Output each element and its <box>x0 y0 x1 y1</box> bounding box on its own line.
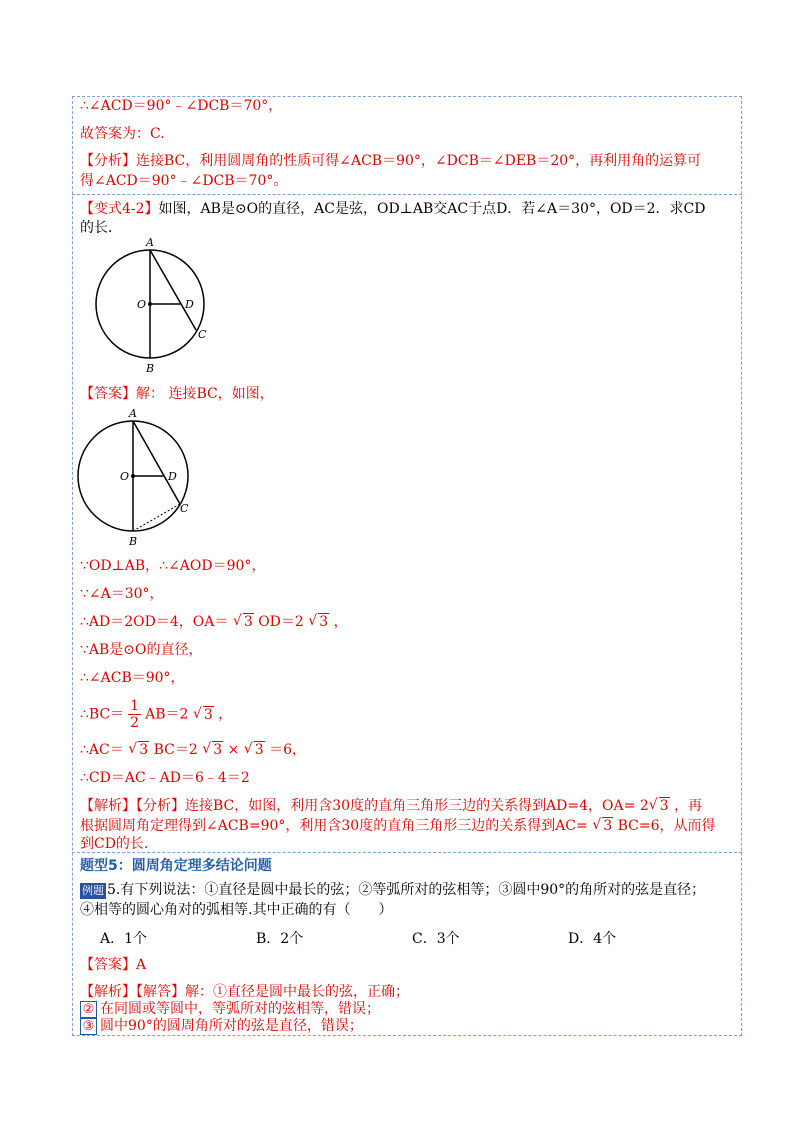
top-line1: ∴∠ACD＝90°﹣∠DCB＝70°， <box>80 98 283 114</box>
analysis-line3: 到CD的长. <box>80 836 149 852</box>
label-C: C <box>180 502 189 515</box>
section-heading: 题型5：圆周角定理多结论问题 <box>80 858 272 874</box>
sqrt-3: √ 3 <box>233 612 254 632</box>
sqrt-3: √ 3 <box>308 612 329 632</box>
analysis-line2: 根据圆周角定理得到∠ACB=90°，利用含30度的直角三角形三边的关系得到AC= √ 3 BC=6，从而得 <box>80 816 716 836</box>
step-4: ∵AB是⊙O的直径， <box>80 642 203 658</box>
circle-figure-2 <box>76 406 206 548</box>
top-analysis2: 得∠ACD＝90°﹣∠DCB＝70°。 <box>80 173 288 189</box>
sqrt-3: √ 3 <box>128 740 149 760</box>
label-B: B <box>146 362 155 375</box>
variant-tag: 【变式4-2】 <box>80 201 159 217</box>
example-question-line2: ④相等的圆心角对的弧相等.其中正确的有（ ） <box>80 902 393 918</box>
label-D: D <box>185 298 194 311</box>
circled-number-3: ③ <box>80 1018 97 1035</box>
label-A: A <box>146 236 154 249</box>
example-badge: 例题 <box>82 884 104 897</box>
step-5: ∴∠ACB＝90°， <box>80 670 185 686</box>
sqrt-3: √ 3 <box>244 740 265 760</box>
answer-line <box>80 384 274 404</box>
top-line2: 故答案为：C. <box>80 126 165 142</box>
label-B: B <box>129 535 138 548</box>
circle-figure-1 <box>92 234 222 376</box>
step-8: ∴CD＝AC﹣AD＝6﹣4＝2 <box>80 770 250 786</box>
step-2: ∵∠A＝30°， <box>80 586 164 602</box>
sqrt-3: √ 3 <box>202 740 223 760</box>
label-O: O <box>137 298 147 311</box>
sqrt-3: √ 3 <box>193 700 214 730</box>
example-question-line1: 例题 5.有下列说法：①直径是圆中最长的弦；②等弧所对的弦相等；③圆中90°的角所对的弦是直径； <box>82 882 706 898</box>
step-7: ∴AC＝ √ 3 BC＝2 √ 3 × √ 3 ＝6， <box>80 740 306 760</box>
sqrt-3: √ 3 <box>649 796 670 816</box>
variant-question-line2: 的长． <box>80 220 122 236</box>
option-a[interactable]: A．1个 <box>100 931 148 947</box>
step-6: ∴BC＝ $\frac{1}{2}$ AB＝2 √ 3 ， <box>80 698 232 731</box>
explanation-line2: ② 在同圆或等圆中，等弧所对的弦相等，错误； <box>80 999 380 1019</box>
variant-question-text: 如图，AB是⊙O的直径，AC是弦，OD⊥AB交AC于点D．若∠A＝30°，OD＝2．求CD <box>158 201 706 217</box>
label-A: A <box>129 407 137 420</box>
analysis-line1: 【解析】【分析】连接BC，如图，利用含30度的直角三角形三边的关系得到AD=4，OA= 2√ 3 ，再 <box>80 796 702 816</box>
explanation-line3: ③ 圆中90°的圆周角所对的弦是直径，错误； <box>80 1016 363 1036</box>
fraction-one-half: $\frac{1}{2}$ <box>130 698 140 731</box>
top-analysis1: 【分析】连接BC，利用圆周角的性质可得∠ACB＝90°，∠DCB＝∠DEB＝20°，再利用角的运算可 <box>80 153 702 169</box>
example-answer: 【答案】A <box>80 957 147 973</box>
answer-text: 解： 连接BC，如图， <box>136 386 274 402</box>
label-O: O <box>120 470 130 483</box>
step-1: ∵OD⊥AB，∴∠AOD＝90°， <box>80 558 266 574</box>
explanation-line1: 【解析】【解答】解：①直径是圆中最长的弦，正确； <box>80 984 409 1000</box>
label-C: C <box>198 328 207 341</box>
label-D: D <box>168 470 177 483</box>
answer-tag: 【答案】 <box>80 386 136 402</box>
divider-top <box>72 194 742 195</box>
option-b[interactable]: B．2个 <box>256 931 304 947</box>
option-c[interactable]: C．3个 <box>412 931 460 947</box>
option-d[interactable]: D．4个 <box>568 931 617 947</box>
sqrt-3: √ 3 <box>592 816 613 836</box>
circled-number-2: ② <box>80 1001 97 1018</box>
variant-question-line1 <box>80 199 706 219</box>
step-3: ∴AD＝2OD＝4，OA＝ √ 3 OD＝2 √ 3 ， <box>80 612 348 632</box>
divider-section5 <box>72 852 742 853</box>
